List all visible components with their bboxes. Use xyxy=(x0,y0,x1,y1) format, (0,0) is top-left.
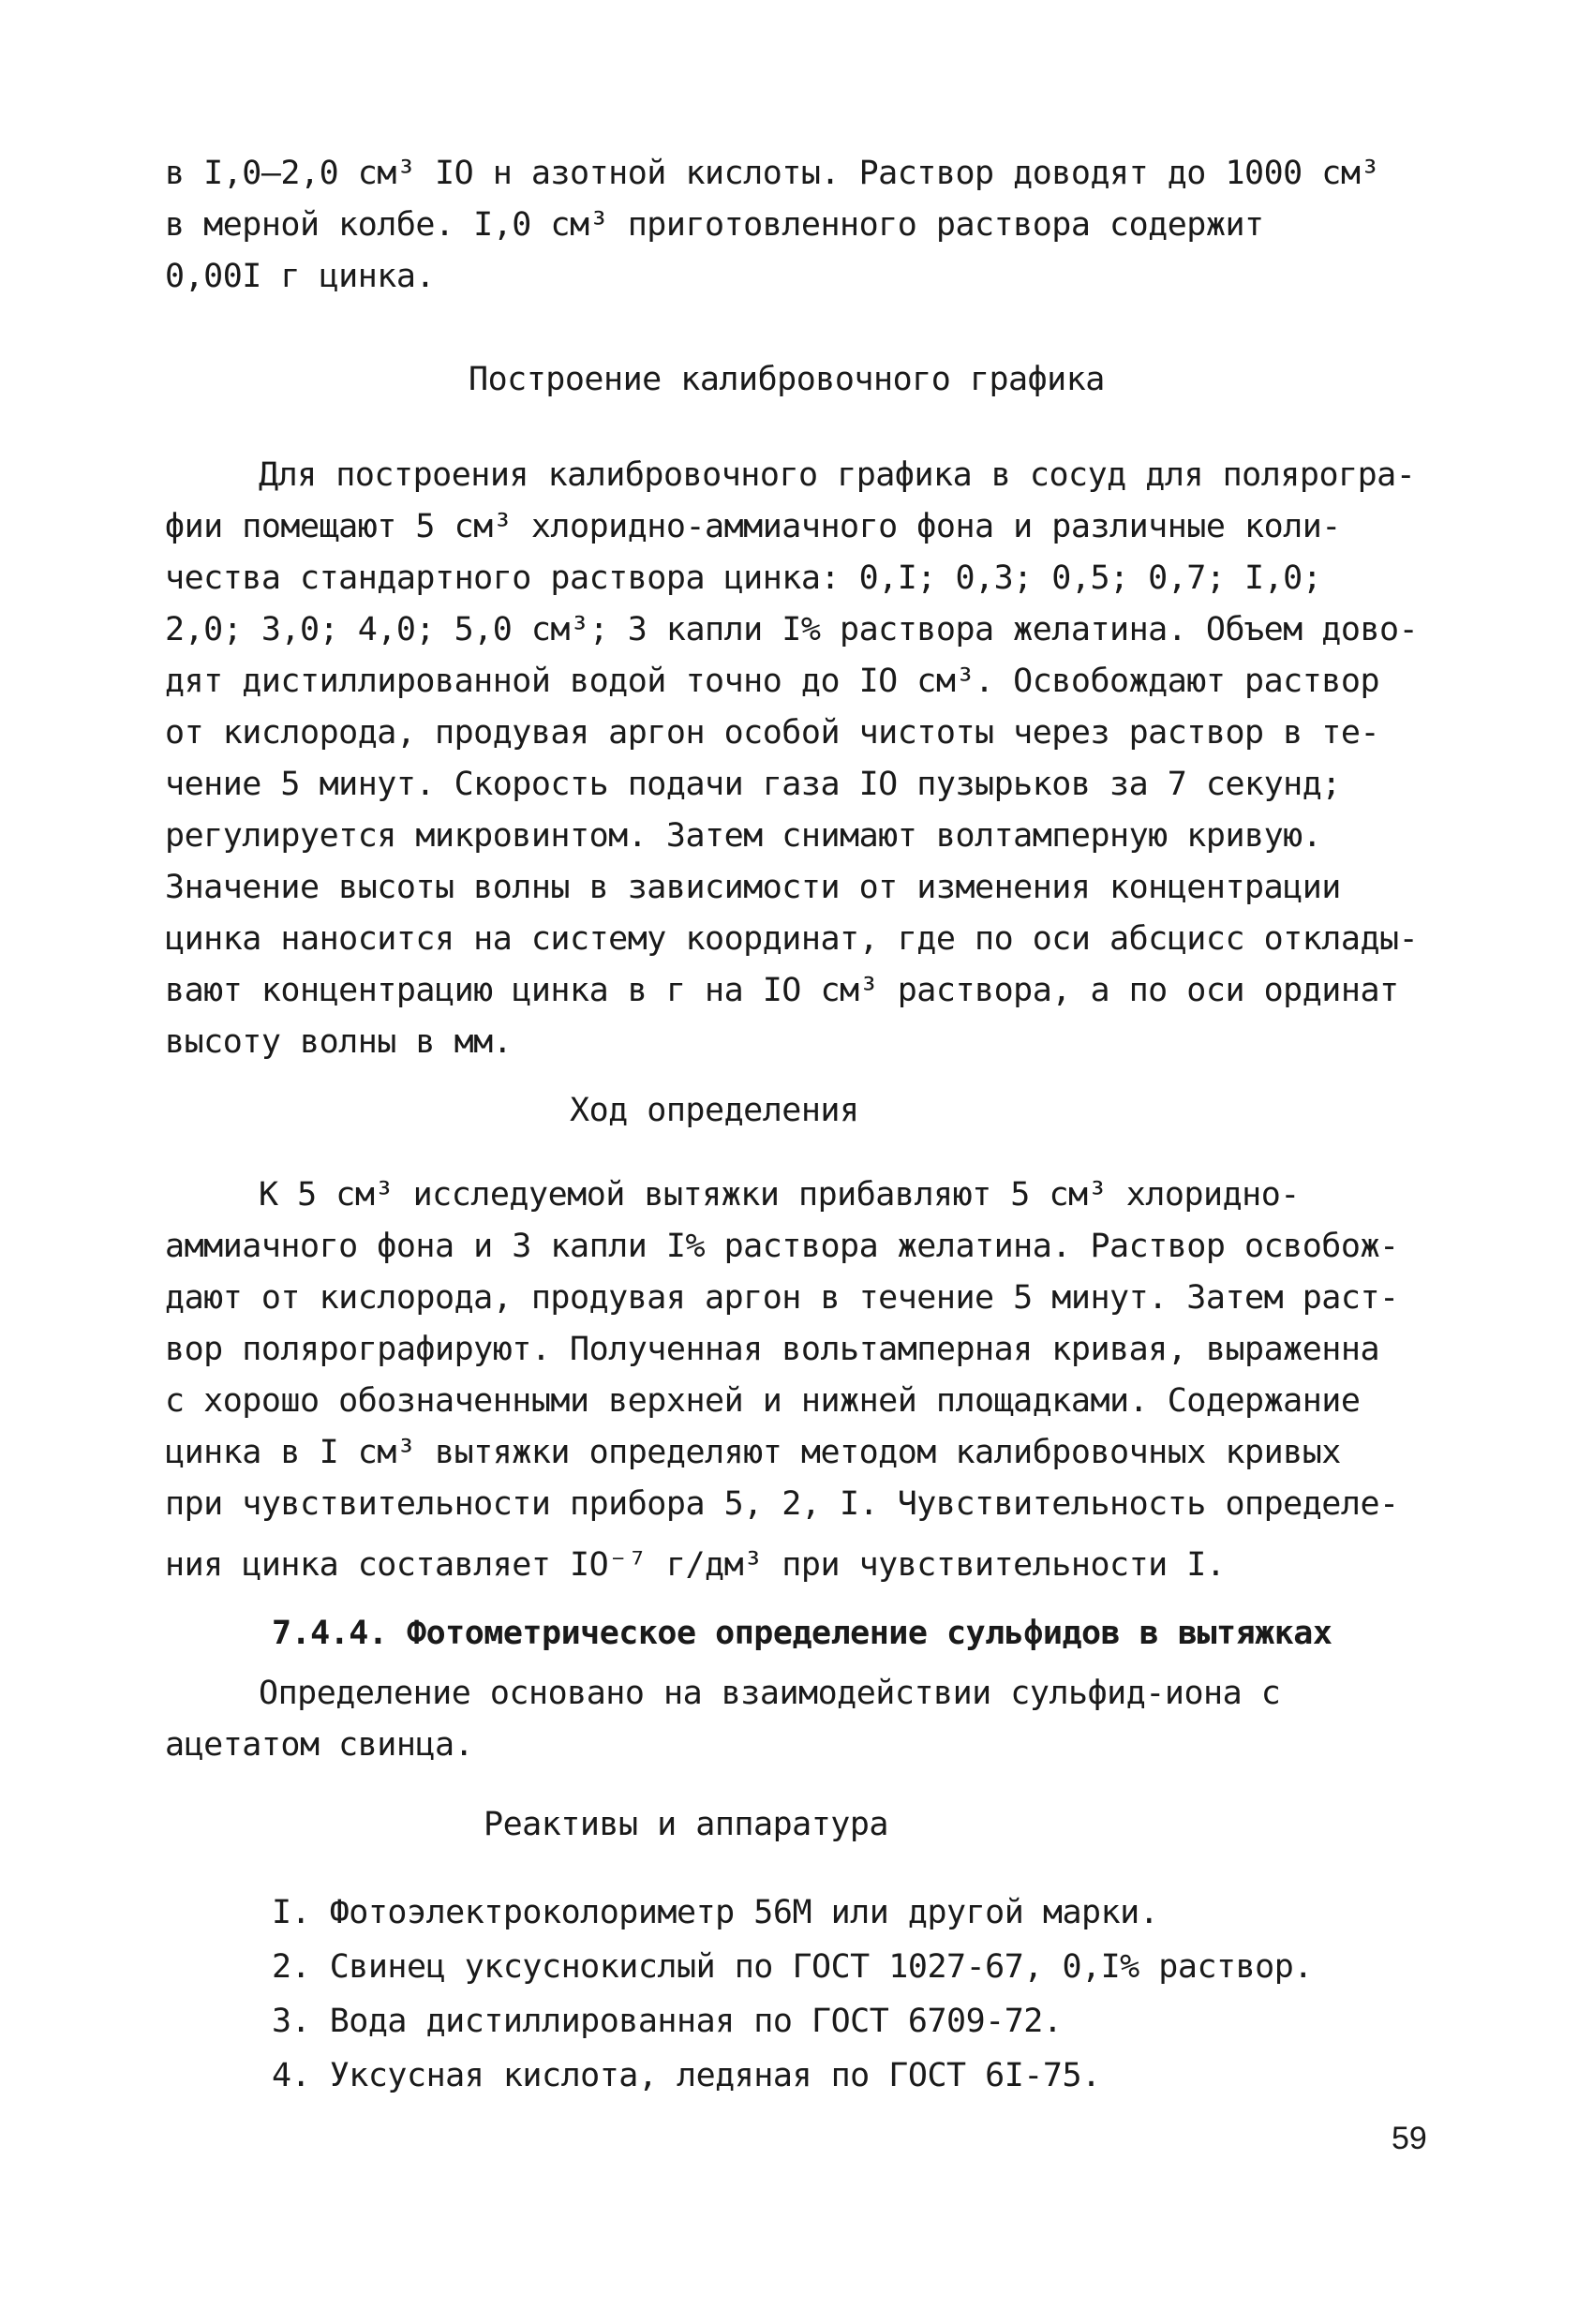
text-line: Значение высоты волны в зависимости от изменения концентрации xyxy=(165,869,1341,906)
text-line: ния цинка составляет IO⁻⁷ г/дм³ при чувствительности I. xyxy=(165,1546,1226,1584)
text-line: при чувствительности прибора 5, 2, I. Чувствительность определе- xyxy=(165,1485,1399,1523)
section-paragraph xyxy=(165,1668,1439,1771)
list-item: I. Фотоэлектроколориметр 56М или другой марки. xyxy=(272,1894,1159,1931)
list-item: 3. Вода дистиллированная по ГОСТ 6709-72. xyxy=(272,2003,1063,2040)
procedure-heading: Ход определения xyxy=(570,1092,859,1129)
text-line: 2,0; 3,0; 4,0; 5,0 см³; 3 капли I% раствора желатина. Объем дово- xyxy=(165,611,1419,648)
calibration-heading: Построение калибровочного графика xyxy=(469,361,1105,398)
text-line: высоту волны в мм. xyxy=(165,1023,513,1061)
text-line: в мерной колбе. I,0 см³ приготовленного раствора содержит xyxy=(165,206,1264,244)
text-line: аммиачного фона и 3 капли I% раствора желатина. Раствор освобож- xyxy=(165,1228,1399,1265)
text-line: цинка наносится на систему координат, где по оси абсцисс отклады- xyxy=(165,920,1419,958)
text-line: регулируется микровинтом. Затем снимают волтамперную кривую. xyxy=(165,817,1322,855)
text-line: чение 5 минут. Скорость подачи газа IO пузырьков за 7 секунд; xyxy=(165,766,1341,803)
text-line: Определение основано на взаимодействии сульфид-иона с xyxy=(259,1675,1281,1712)
intro-paragraph xyxy=(165,148,1439,303)
text-line: с хорошо обозначенными верхней и нижней площадками. Содержание xyxy=(165,1382,1361,1420)
procedure-paragraph xyxy=(165,1169,1439,1591)
reagents-list xyxy=(272,1885,1396,2103)
page-number: 59 xyxy=(1392,2121,1427,2156)
text-line: вают концентрацию цинка в г на IO см³ раствора, а по оси ординат xyxy=(165,972,1399,1009)
calibration-paragraph xyxy=(165,450,1439,1068)
text-line: К 5 см³ исследуемой вытяжки прибавляют 5 см³ хлоридно- xyxy=(259,1176,1300,1214)
text-line: вор полярографируют. Полученная вольтамперная кривая, выраженна xyxy=(165,1331,1380,1368)
list-item: 4. Уксусная кислота, ледяная по ГОСТ 6I-75. xyxy=(272,2057,1101,2094)
list-item: 2. Свинец уксуснокислый по ГОСТ 1027-67, 0,I% раствор. xyxy=(272,1948,1313,1986)
text-line: 0,00I г цинка. xyxy=(165,258,436,295)
reagents-heading: Реактивы и аппаратура xyxy=(484,1806,889,1843)
text-line: дят дистиллированной водой точно до IO см³. Освобождают раствор xyxy=(165,663,1380,700)
text-line: ацетатом свинца. xyxy=(165,1726,474,1764)
text-line: от кислорода, продувая аргон особой чистоты через раствор в те- xyxy=(165,714,1380,752)
text-line: дают от кислорода, продувая аргон в течение 5 минут. Затем раст- xyxy=(165,1279,1399,1317)
text-line: в I,0–2,0 см³ IO н азотной кислоты. Раствор доводят до 1000 см³ xyxy=(165,155,1380,192)
section-heading: 7.4.4. Фотометрическое определение сульфидов в вытяжках xyxy=(272,1615,1332,1652)
text-line: цинка в I см³ вытяжки определяют методом калибровочных кривых xyxy=(165,1434,1341,1471)
text-line: Для построения калибровочного графика в сосуд для полярогра- xyxy=(259,456,1416,494)
text-line: чества стандартного раствора цинка: 0,I; 0,3; 0,5; 0,7; I,0; xyxy=(165,559,1322,597)
text-line: фии помещают 5 см³ хлоридно-аммиачного фона и различные коли- xyxy=(165,508,1341,545)
